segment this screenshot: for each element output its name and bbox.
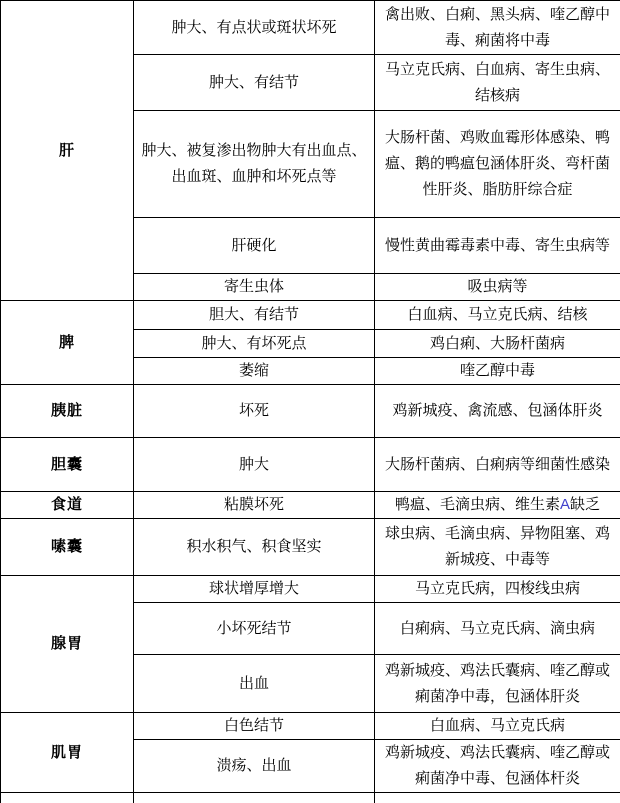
symptom-cell: 肿大、被复渗出物肿大有出血点、出血斑、血肿和坏死点等 [134, 111, 375, 218]
symptom-cell: 萎缩 [134, 358, 375, 385]
symptom-cell: 肿大、有坏死点 [134, 330, 375, 358]
symptom-cell: 球状增厚增大 [134, 576, 375, 603]
diseases-cell: 鸡新城疫、鸡法氏囊病、喹乙醇或痢菌净中毒，包涵体肝炎 [375, 655, 620, 713]
diseases-cell-empty [375, 793, 620, 803]
diseases-text: 鸭瘟、毛滴虫病、维生素 [394, 496, 560, 513]
diseases-cell [375, 492, 620, 519]
diseases-cell: 喹乙醇中毒 [375, 358, 620, 385]
symptom-cell: 坏死 [134, 385, 375, 438]
diseases-cell: 禽出败、白痢、黑头病、喹乙醇中毒、痢菌将中毒 [375, 1, 620, 55]
diseases-cell: 大肠杆菌、鸡败血霉形体感染、鸭瘟、鹅的鸭瘟包涵体肝炎、弯杆菌性肝炎、脂肪肝综合症 [375, 111, 620, 218]
diseases-cell: 马立克氏病、白血病、寄生虫病、结核病 [375, 55, 620, 111]
symptom-cell-empty [134, 793, 375, 803]
diseases-cell: 慢性黄曲霉毒素中毒、寄生虫病等 [375, 218, 620, 274]
organ-cell-gallbladder: 胆囊 [1, 438, 134, 492]
symptom-cell: 出血 [134, 655, 375, 713]
organ-cell-spleen: 脾 [1, 301, 134, 385]
symptom-cell: 积水积气、积食坚实 [134, 519, 375, 576]
diseases-cell: 球虫病、毛滴虫病、异物阻塞、鸡新城疫、中毒等 [375, 519, 620, 576]
diseases-cell: 鸡新城疫、鸡法氏囊病、喹乙醇或痢菌净中毒、包涵体杆炎 [375, 740, 620, 793]
symptom-cell: 肿大 [134, 438, 375, 492]
organ-cell-crop: 嗉囊 [1, 519, 134, 576]
table-row [1, 576, 620, 603]
symptom-cell: 白色结节 [134, 713, 375, 740]
organ-cell-liver: 肝 [1, 1, 134, 301]
table-row [1, 385, 620, 438]
symptom-cell: 肿大、有结节 [134, 55, 375, 111]
diseases-cell: 白血病、马立克氏病、结核 [375, 301, 620, 330]
table-row [1, 1, 620, 55]
diseases-cell: 白痢病、马立克氏病、滴虫病 [375, 603, 620, 655]
symptom-cell: 小坏死结节 [134, 603, 375, 655]
symptom-cell: 肝硬化 [134, 218, 375, 274]
organ-cell-proventriculus: 腺胃 [1, 576, 134, 713]
organ-cell-gizzard: 肌胃 [1, 713, 134, 793]
diseases-cell: 白血病、马立克氏病 [375, 713, 620, 740]
symptom-cell: 寄生虫体 [134, 274, 375, 301]
symptom-cell: 肿大、有点状或斑状坏死 [134, 1, 375, 55]
diseases-cell: 鸡新城疫、禽流感、包涵体肝炎 [375, 385, 620, 438]
table-row-cutoff [1, 793, 620, 803]
diseases-text: 缺乏 [570, 496, 601, 513]
vitamin-a-letter: A [559, 496, 570, 513]
table-row [1, 301, 620, 330]
table-row [1, 438, 620, 492]
table-row [1, 519, 620, 576]
diseases-cell: 大肠杆菌病、白痢病等细菌性感染 [375, 438, 620, 492]
organ-cell-esophagus: 食道 [1, 492, 134, 519]
organ-cell-empty [1, 793, 134, 803]
symptom-cell: 溃疡、出血 [134, 740, 375, 793]
symptom-cell: 胆大、有结节 [134, 301, 375, 330]
diseases-cell: 马立克氏病，四梭线虫病 [375, 576, 620, 603]
organ-cell-pancreas: 胰脏 [1, 385, 134, 438]
symptom-cell: 粘膜坏死 [134, 492, 375, 519]
table-row [1, 492, 620, 519]
diseases-cell: 鸡白痢、大肠杆菌病 [375, 330, 620, 358]
table-row [1, 713, 620, 740]
diseases-cell: 吸虫病等 [375, 274, 620, 301]
